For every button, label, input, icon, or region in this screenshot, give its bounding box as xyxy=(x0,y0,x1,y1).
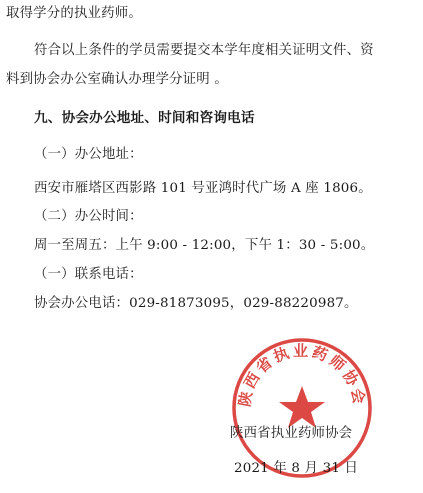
signature-date: 2021 年 8 月 31 日 xyxy=(234,461,359,476)
seal-text: 陕西省执业药师协会 xyxy=(235,342,369,409)
subheading-address: （一）办公地址： xyxy=(34,147,143,162)
section-heading: 九、协会办公地址、时间和咨询电话 xyxy=(34,110,255,126)
paragraph-line-3: 料到协会办公室确认办理学分证明 。 xyxy=(6,72,228,87)
signature-organization: 陕西省执业药师协会 xyxy=(230,426,353,441)
seal-star-icon xyxy=(279,386,325,428)
office-phone: 协会办公电话：029-81873095，029-88220987。 xyxy=(34,296,358,311)
subheading-phone: （一）联系电话： xyxy=(34,267,143,282)
paragraph-line-1: 取得学分的执业药师。 xyxy=(6,6,142,21)
office-address: 西安市雁塔区西影路 101 号亚鸿时代广场 A 座 1806。 xyxy=(34,181,372,196)
paragraph-line-2: 符合以上条件的学员需要提交本学年度相关证明文件、资 xyxy=(34,43,374,58)
office-hours: 周一至周五：上午 9:00 - 12:00，下午 1：30 - 5:00。 xyxy=(34,238,375,253)
subheading-hours: （二）办公时间： xyxy=(34,209,143,224)
